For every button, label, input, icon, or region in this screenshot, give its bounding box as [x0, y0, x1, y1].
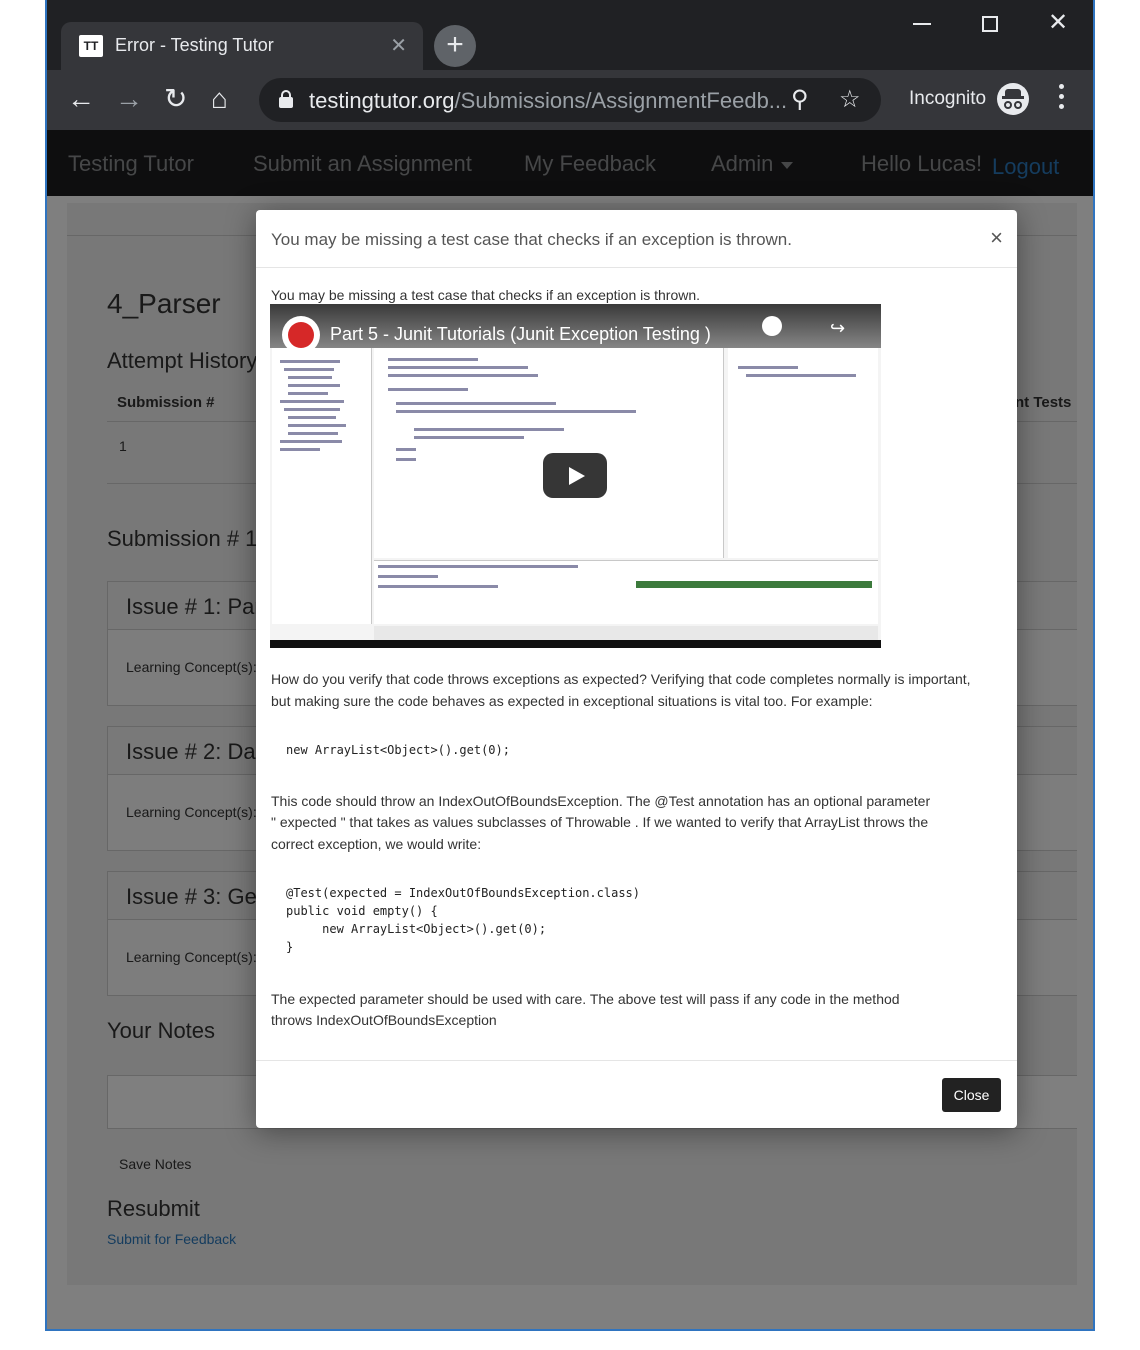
zoom-icon[interactable]: ⚲ — [791, 86, 809, 113]
modal-intro: You may be missing a test case that checks if an exception is thrown. — [271, 287, 701, 303]
video-ide-pane — [272, 348, 372, 624]
paragraph: " expected " that takes as values subclasses of Throwable . If we wanted to verify that ArrayList throws the — [271, 814, 929, 830]
tab-bar — [47, 0, 1093, 70]
new-tab-icon[interactable]: + — [434, 25, 476, 67]
maximize-icon[interactable] — [956, 0, 1024, 46]
paragraph: How do you verify that code throws exceptions as expected? Verifying that code completes normally is important, — [271, 671, 971, 687]
close-icon[interactable]: × — [990, 225, 1003, 250]
reload-icon[interactable]: ↻ — [164, 83, 188, 114]
browser-window — [45, 0, 1095, 1331]
video-title[interactable]: Part 5 - Junit Tutorials (Junit Exception Testing ) — [330, 324, 711, 344]
paragraph: but making sure the code behaves as expected in exceptional situations is vital too. For example: — [271, 693, 873, 709]
browser-toolbar — [47, 70, 1093, 130]
share-label[interactable]: Share — [824, 346, 859, 361]
paragraph: correct exception, we would write: — [271, 836, 482, 852]
modal-title: You may be missing a test case that checks if an exception is thrown. — [271, 230, 792, 249]
incognito-icon[interactable] — [997, 83, 1029, 115]
video-progress-bar — [636, 581, 872, 588]
channel-logo-icon[interactable] — [282, 316, 320, 354]
paragraph: throws IndexOutOfBoundsException — [271, 1012, 497, 1028]
tab-favicon: TT — [79, 35, 103, 57]
share-icon[interactable]: ↪ — [830, 318, 846, 338]
video-ide-outline — [728, 348, 878, 558]
paragraph: The expected parameter should be used with care. The above test will pass if any code in the method — [271, 991, 900, 1007]
menu-icon[interactable] — [1055, 84, 1067, 114]
modal-header — [256, 210, 1017, 268]
code-block: @Test(expected = IndexOutOfBoundsException.class) public void empty() { new ArrayList<Object>().get(0); } — [286, 886, 641, 954]
browser-tab[interactable] — [61, 22, 423, 70]
close-button[interactable]: Close — [942, 1078, 1001, 1112]
url-text: testingtutor.org/Submissions/AssignmentFeedb... — [309, 88, 788, 113]
tab-title: Error - Testing Tutor — [115, 35, 274, 55]
video-ide-status — [374, 626, 878, 640]
window-close-icon[interactable]: ✕ — [1047, 9, 1069, 36]
feedback-modal — [256, 210, 1017, 1128]
forward-icon[interactable]: → — [115, 83, 143, 114]
tab-close-icon[interactable]: ✕ — [390, 35, 407, 57]
video-player[interactable] — [270, 304, 881, 648]
back-icon[interactable]: ← — [67, 83, 95, 114]
star-icon[interactable]: ☆ — [839, 86, 861, 113]
play-icon[interactable] — [543, 453, 607, 498]
code-block: new ArrayList<Object>().get(0); — [286, 743, 510, 757]
video-ide-console — [374, 560, 878, 624]
clock-icon[interactable] — [762, 316, 782, 336]
watch-later-label[interactable]: Watch later — [738, 346, 804, 361]
modal-footer — [256, 1060, 1017, 1128]
paragraph: This code should throw an IndexOutOfBoundsException. The @Test annotation has an optional parameter — [271, 793, 931, 809]
minimize-icon[interactable] — [888, 0, 956, 46]
lock-icon — [279, 90, 293, 108]
address-bar[interactable] — [259, 78, 881, 122]
home-icon[interactable]: ⌂ — [211, 83, 228, 114]
incognito-label: Incognito — [909, 88, 987, 109]
